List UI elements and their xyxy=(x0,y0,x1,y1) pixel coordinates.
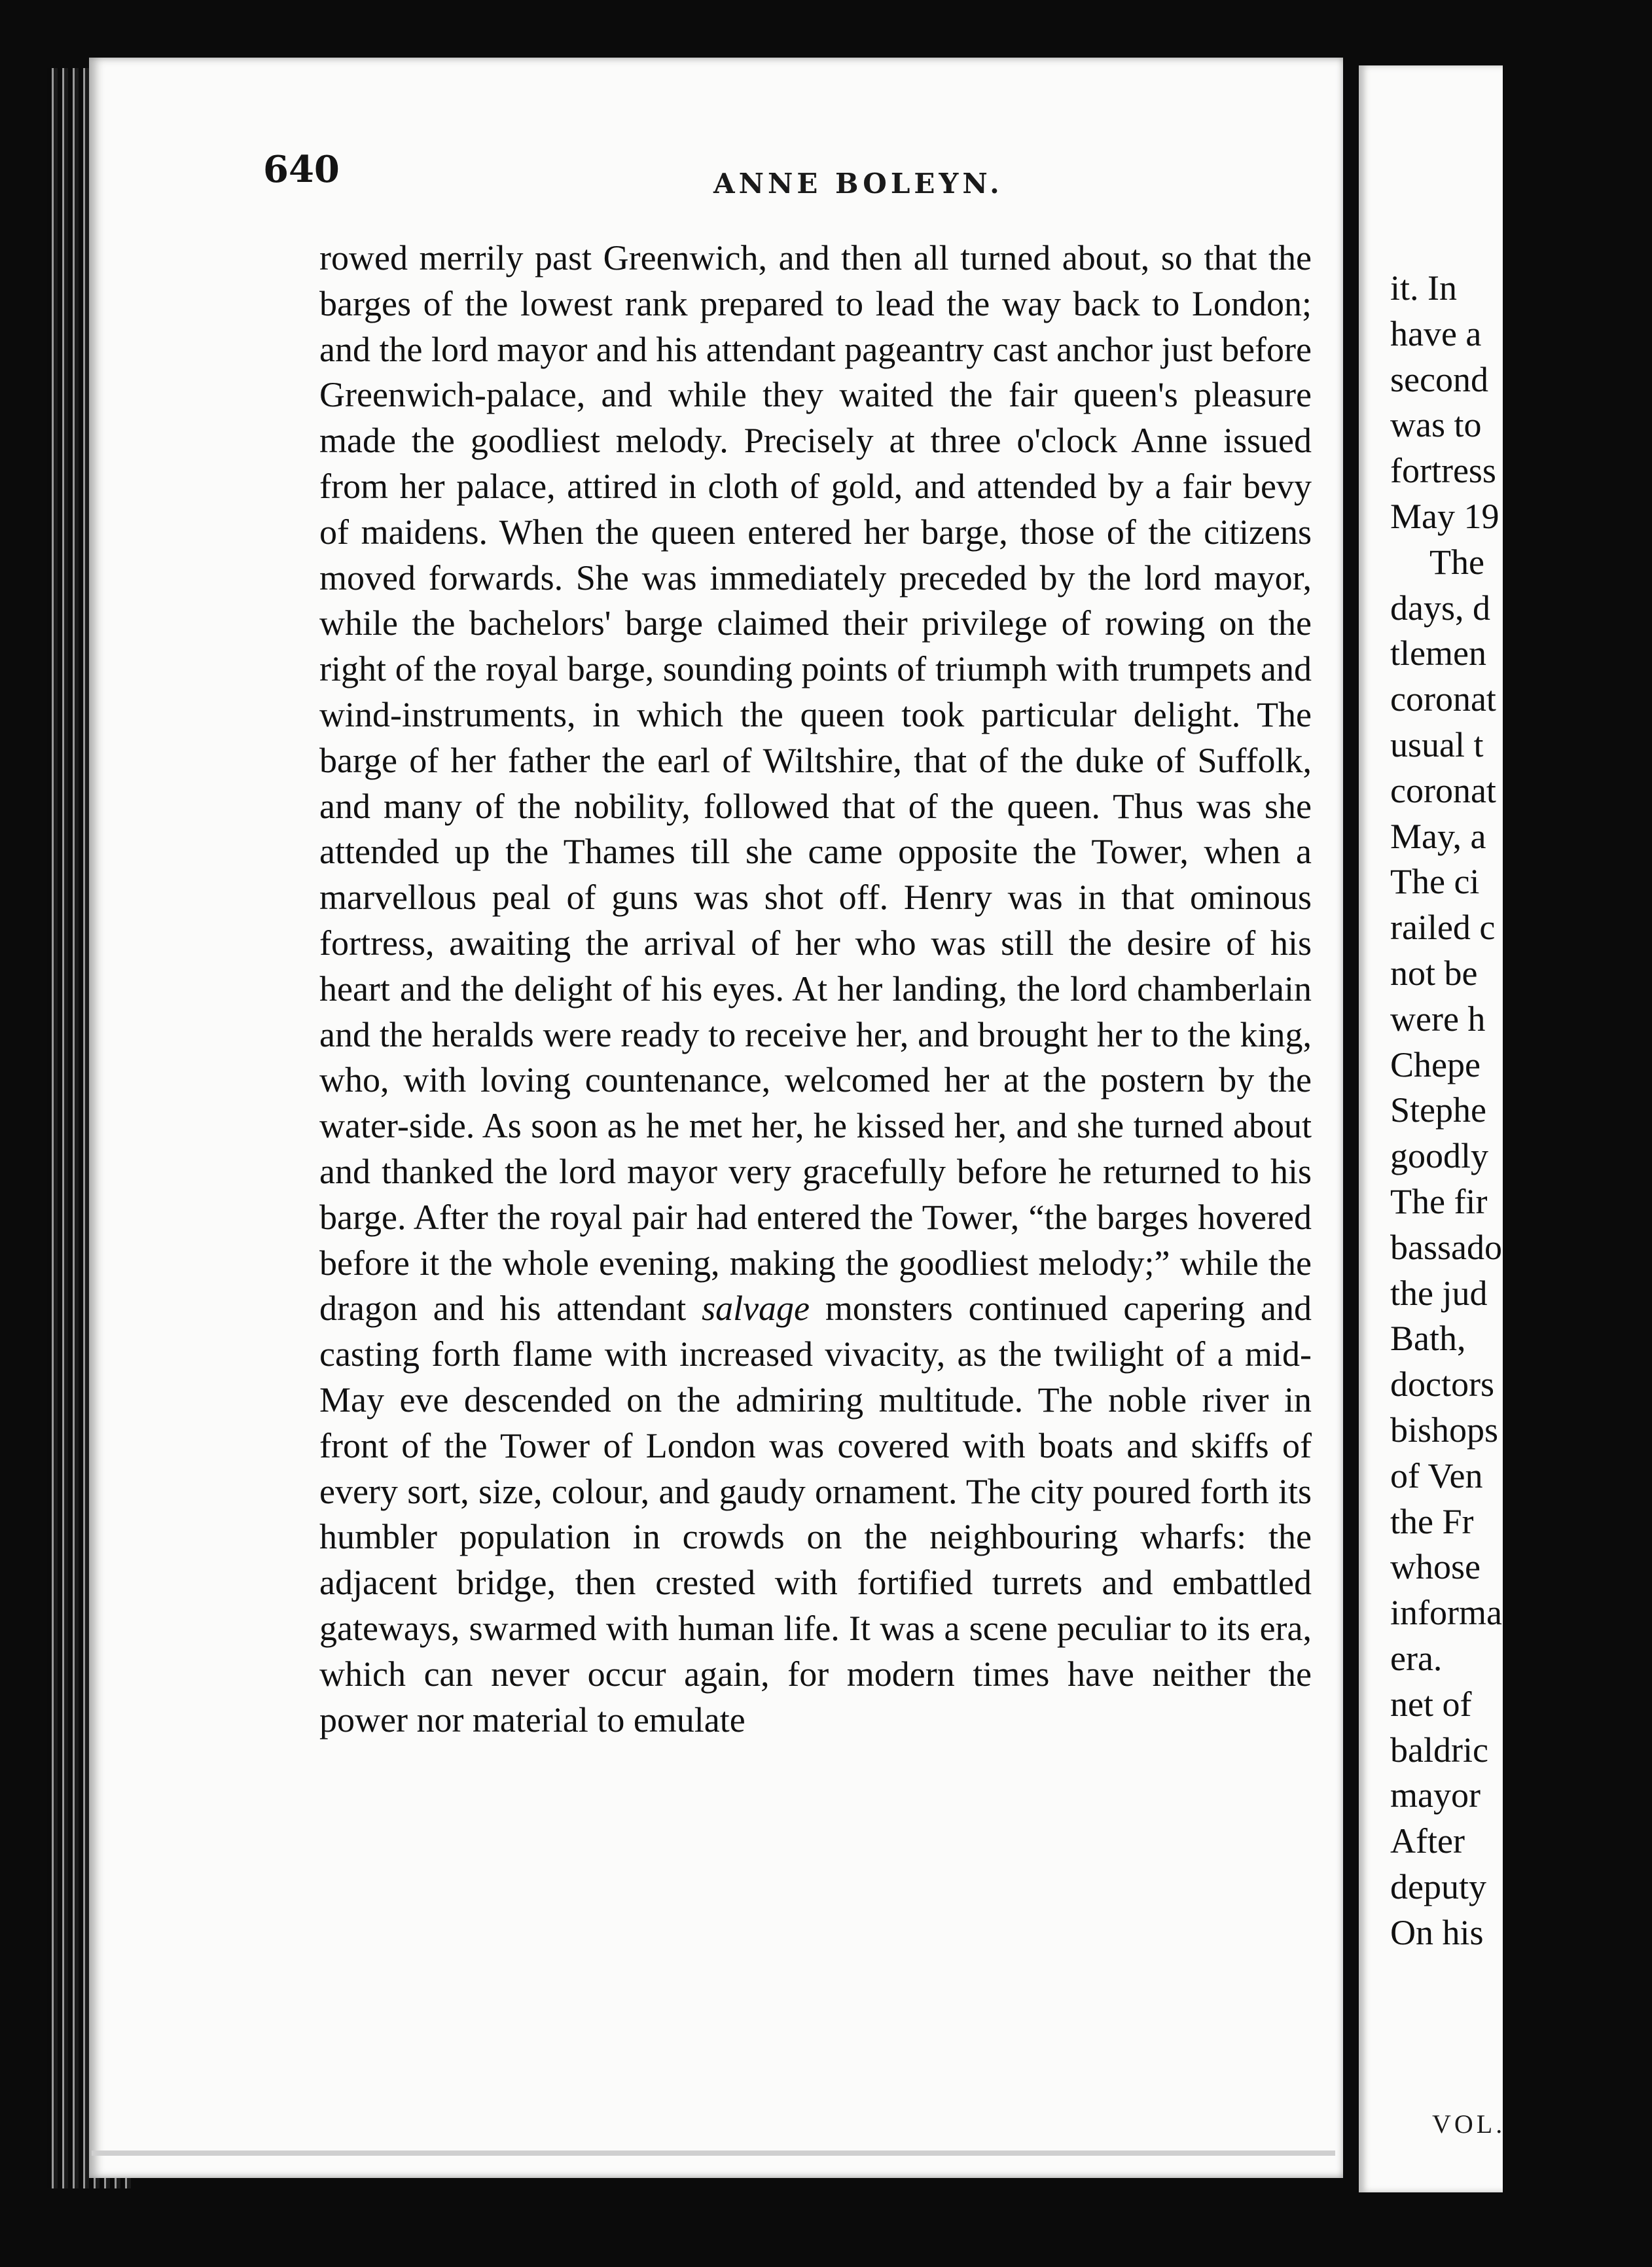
right-page-text-column xyxy=(1390,266,1652,1955)
right-page-line: mayor xyxy=(1390,1776,1481,1815)
right-page-line: coronat xyxy=(1390,679,1496,719)
right-page-line: era. xyxy=(1390,1638,1443,1678)
page-number: 640 xyxy=(263,148,340,191)
italic-word: salvage xyxy=(702,1289,810,1329)
right-page-line: usual t xyxy=(1390,724,1484,764)
right-page-line: coronat xyxy=(1390,770,1496,810)
right-page-line: the Fr xyxy=(1390,1501,1474,1541)
body-text-part-2: monsters continued capering and casting forth flame with increased vivacity, as the twilight of a mid-May eve descended on the admiring multitude. The noble river in front of the Tower of London was covered with boats and skiffs of every sort, size, colour, and gaudy ornament. The city poured forth its humbler population in crowds on the neighbouring wharfs: the adjacent bridge, then crested with fortified turrets and embattled gateways, swarmed with human life. It was a scene peculiar to its era, which can never occur again, for modern times have neither the power nor material to emulate xyxy=(319,1289,1312,1740)
right-page-line: railed c xyxy=(1390,908,1496,948)
right-page-line: the jud xyxy=(1390,1273,1488,1313)
right-page-line: tlemen xyxy=(1390,634,1486,673)
right-page-line: The ci xyxy=(1390,862,1480,902)
right-page-line: deputy xyxy=(1390,1866,1486,1906)
right-page-line: net of xyxy=(1390,1684,1472,1724)
right-page-line: fortress xyxy=(1390,451,1496,491)
right-page-line: were h xyxy=(1390,999,1486,1039)
right-page-line: After xyxy=(1390,1821,1465,1861)
right-page-line: it. In xyxy=(1390,268,1457,308)
right-page-line: The xyxy=(1429,542,1484,582)
right-page-line: of Ven xyxy=(1390,1455,1483,1495)
body-text-part-1: rowed merrily past Greenwich, and then all turned about, so that the barges of the lowest rank prepared to lead the way back to London; and the lord mayor and his attendant pageantry cast anchor just before Greenwich-palace, and while they waited the fair queen's pleasure made the goodliest melody. Precisely at three o'clock Anne issued from her palace, attired in cloth of gold, and attended by a fair bevy of maidens. When the queen entered her barge, those of the citizens moved forwards. She was immediately preceded by the lord mayor, while the bachelors' barge claimed their privilege of rowing on the right of the royal barge, sounding points of triumph with trumpets and wind-instruments, in which the queen took particular delight. The barge of her father the earl of Wiltshire, that of the duke of Suffolk, and many of the nobility, followed that of the queen. Thus was she attended up the Thames till she came opposite the Tower, when a marvellous peal of guns was shot off. Henry was in that ominous fortress, awaiting the arrival of her who was still the desire of his heart and the delight of his eyes. At her landing, the lord chamberlain and the heralds were ready to receive her, and brought her to the king, who, with loving countenance, welcomed her at the postern by the water-side. As soon as he met her, he kissed her, and she turned about and thanked the lord mayor very gracefully before he returned to his barge. After the royal pair had entered the Tower, “the barges hovered before it the whole evening, making the goodliest melody;” while the dragon and his attendant xyxy=(319,238,1312,1329)
right-page-line: bishops xyxy=(1390,1410,1499,1450)
running-title: ANNE BOLEYN. xyxy=(713,168,1003,200)
right-page-line: Bath, xyxy=(1390,1319,1466,1359)
right-page-line: second xyxy=(1390,359,1488,399)
right-page-line: Chepe xyxy=(1390,1044,1481,1084)
right-page-line: not be xyxy=(1390,953,1478,993)
right-page-line: informa xyxy=(1390,1593,1502,1633)
right-page-line: days, d xyxy=(1390,588,1490,628)
right-page-line: Stephe xyxy=(1390,1090,1486,1130)
book-page-right-partial xyxy=(1359,65,1506,2192)
right-page-line: goodly xyxy=(1390,1136,1489,1176)
right-page-line: doctors xyxy=(1390,1365,1494,1404)
right-page-line: whose xyxy=(1390,1547,1481,1587)
right-page-line: bassado xyxy=(1390,1227,1502,1267)
right-page-line: May 19 xyxy=(1390,496,1499,536)
right-page-line: baldric xyxy=(1390,1730,1488,1770)
right-page-line: was to xyxy=(1390,405,1482,445)
right-page-line: On his xyxy=(1390,1912,1484,1952)
right-page-footer: VOL. xyxy=(1432,2109,1506,2139)
body-paragraph xyxy=(319,236,1312,1743)
right-page-line: have a xyxy=(1390,313,1482,353)
right-page-line: The fir xyxy=(1390,1181,1488,1221)
right-page-line: May, a xyxy=(1390,816,1486,856)
page-bottom-edge xyxy=(92,2151,1335,2156)
